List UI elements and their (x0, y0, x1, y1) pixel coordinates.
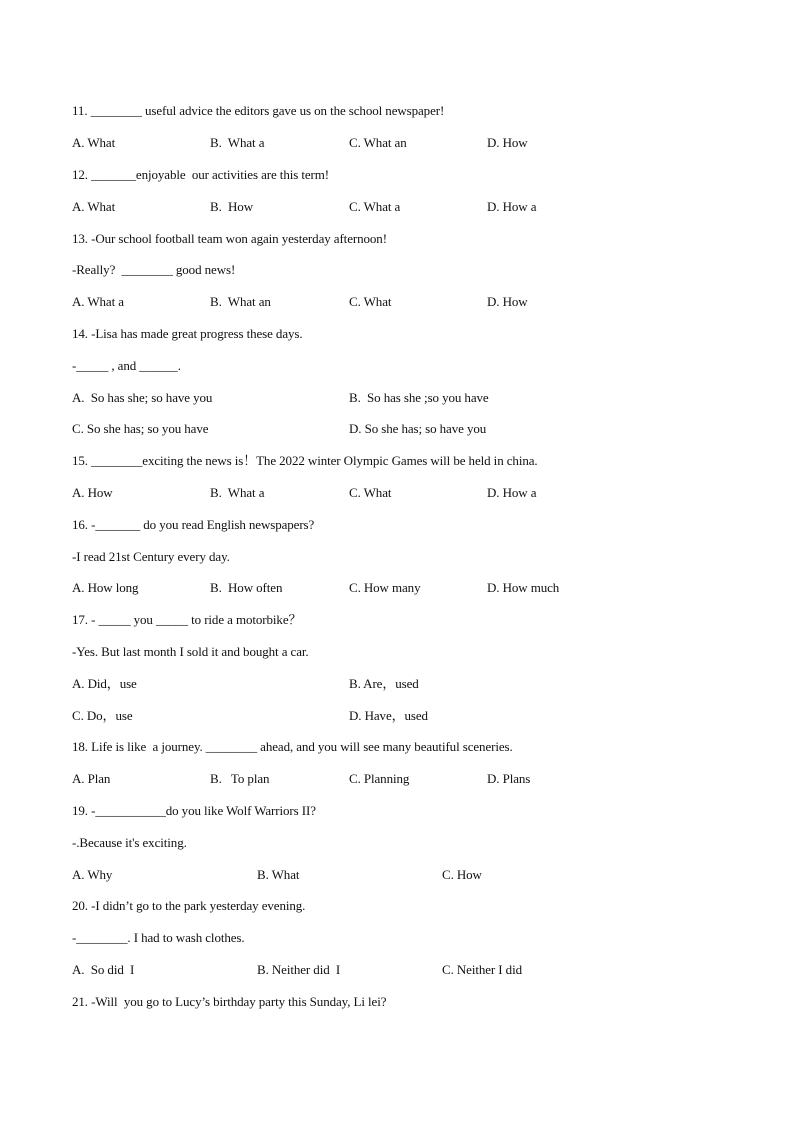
question-16-option-b: B. How often (210, 580, 283, 595)
question-11-option-c: C. What an (349, 135, 407, 150)
question-17-stem: 17. - _____ you _____ to ride a motorbike？ (72, 612, 302, 627)
question-20-option-b: B. Neither did I (257, 962, 341, 977)
question-14-dialogue: -_____ , and ______. (72, 358, 181, 373)
question-17-dialogue: -Yes. But last month I sold it and bought a car. (72, 644, 309, 659)
question-16-option-d: D. How much (487, 580, 560, 595)
question-11-option-a: A. What (72, 135, 116, 150)
question-15-option-c: C. What (349, 485, 392, 500)
question-19-option-c: C. How (442, 867, 482, 882)
question-17-option-c: C. Do，use (72, 708, 133, 723)
question-20-option-c: C. Neither I did (442, 962, 522, 977)
question-21-stem: 21. -Will you go to Lucy’s birthday party this Sunday, Li lei? (72, 994, 387, 1009)
question-14-option-c: C. So she has; so you have (72, 421, 209, 436)
question-15-option-d: D. How a (487, 485, 537, 500)
question-17-option-a: A. Did，use (72, 676, 137, 691)
question-18-stem: 18. Life is like a journey. ________ ahead, and you will see many beautiful sceneries. (72, 739, 513, 754)
question-13-option-b: B. What an (210, 294, 271, 309)
question-14-option-d: D. So she has; so have you (349, 421, 487, 436)
question-19-stem: 19. -___________do you like Wolf Warriors II? (72, 803, 316, 818)
question-16-option-a: A. How long (72, 580, 139, 595)
question-14-option-b: B. So has she ;so you have (349, 390, 489, 405)
question-14-stem: 14. -Lisa has made great progress these days. (72, 326, 303, 341)
question-13-option-c: C. What (349, 294, 392, 309)
question-20-stem: 20. -I didn’t go to the park yesterday evening. (72, 898, 306, 913)
question-13-dialogue: -Really? ________ good news! (72, 262, 236, 277)
question-16-stem: 16. -_______ do you read English newspapers? (72, 517, 315, 532)
question-16-dialogue: -I read 21st Century every day. (72, 549, 230, 564)
question-19-option-b: B. What (257, 867, 300, 882)
question-18-option-a: A. Plan (72, 771, 111, 786)
question-18-option-b: B. To plan (210, 771, 270, 786)
question-12-stem: 12. _______enjoyable our activities are this term! (72, 167, 329, 182)
question-18-option-d: D. Plans (487, 771, 531, 786)
question-15-stem: 15. ________exciting the news is！The 2022 winter Olympic Games will be held in china. (72, 453, 538, 468)
question-14-option-a: A. So has she; so have you (72, 390, 213, 405)
question-13-option-a: A. What a (72, 294, 124, 309)
question-17-option-d: D. Have，used (349, 708, 428, 723)
question-18-option-c: C. Planning (349, 771, 410, 786)
question-16-option-c: C. How many (349, 580, 421, 595)
question-11-option-b: B. What a (210, 135, 265, 150)
question-11-option-d: D. How (487, 135, 528, 150)
question-13-option-d: D. How (487, 294, 528, 309)
question-15-option-b: B. What a (210, 485, 265, 500)
question-12-option-a: A. What (72, 199, 116, 214)
question-12-option-b: B. How (210, 199, 253, 214)
question-11-stem: 11. ________ useful advice the editors gave us on the school newspaper! (72, 103, 445, 118)
question-19-dialogue: -.Because it's exciting. (72, 835, 187, 850)
question-13-stem: 13. -Our school football team won again yesterday afternoon! (72, 231, 387, 246)
question-19-option-a: A. Why (72, 867, 113, 882)
question-17-option-b: B. Are，used (349, 676, 419, 691)
question-12-option-d: D. How a (487, 199, 537, 214)
question-20-dialogue: -________. I had to wash clothes. (72, 930, 245, 945)
question-20-option-a: A. So did I (72, 962, 135, 977)
question-12-option-c: C. What a (349, 199, 401, 214)
question-15-option-a: A. How (72, 485, 113, 500)
